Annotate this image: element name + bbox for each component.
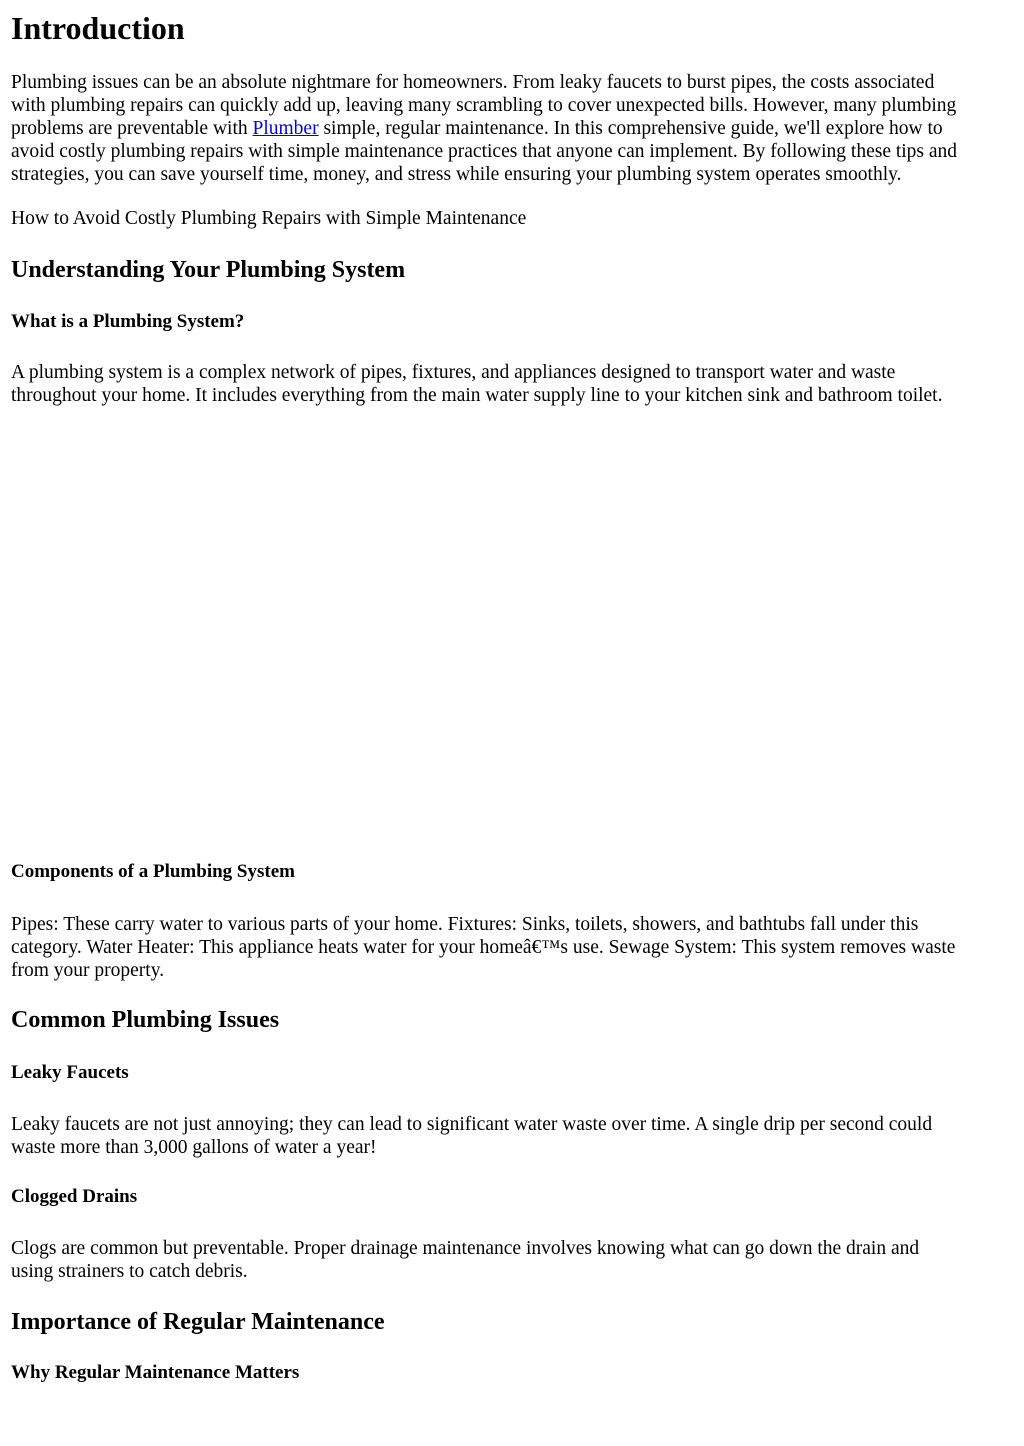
article-subtitle [11, 207, 1015, 230]
page-title: Introduction [11, 10, 185, 46]
components-paragraph [11, 913, 1015, 982]
subheading-components: Components of a Plumbing System [11, 861, 295, 882]
text-fragment: simple, regular maintenance. In this comprehensive guide, we'll explore how to [318, 118, 943, 139]
text-line: Leaky faucets are not just annoying; they can lead to significant water waste over time. A single drip per second could [11, 1114, 933, 1135]
plumber-link[interactable]: Plumber [252, 118, 319, 139]
subheading-clogged-drains: Clogged Drains [11, 1186, 138, 1207]
leaky-faucets-paragraph [11, 1113, 1015, 1159]
subtitle-text: How to Avoid Costly Plumbing Repairs with Simple Maintenance [11, 208, 527, 229]
subheading-what-is: What is a Plumbing System? [11, 311, 245, 332]
image-placeholder [11, 420, 1015, 840]
text-line: avoid costly plumbing repairs with simple maintenance practices that anyone can implement. By following these tips and [11, 141, 958, 162]
text-line: category. Water Heater: This appliance heats water for your homeâ€™s use. Sewage System: This system removes waste [11, 937, 956, 958]
text-line: strategies, you can save yourself time, money, and stress while ensuring your plumbing system operates smoothly. [11, 164, 902, 185]
text-line: Plumbing issues can be an absolute nightmare for homeowners. From leaky faucets to burst pipes, the costs associated [11, 72, 935, 93]
text-line: throughout your home. It includes everything from the main water supply line to your kitchen sink and bathroom toilet. [11, 385, 943, 406]
section-heading-common-issues: Common Plumbing Issues [11, 1007, 280, 1033]
text-line: from your property. [11, 960, 165, 981]
text-line: Clogs are common but preventable. Proper drainage maintenance involves knowing what can go down the drain and [11, 1238, 920, 1259]
clogged-drains-paragraph [11, 1237, 1015, 1283]
section-heading-maintenance: Importance of Regular Maintenance [11, 1309, 385, 1335]
what-is-paragraph [11, 361, 1015, 407]
text-line: using strainers to catch debris. [11, 1261, 248, 1282]
text-line: waste more than 3,000 gallons of water a year! [11, 1137, 377, 1158]
text-line [11, 117, 1015, 140]
text-line: A plumbing system is a complex network of pipes, fixtures, and appliances designed to transport water and waste [11, 362, 896, 383]
text-line: with plumbing repairs can quickly add up, leaving many scrambling to cover unexpected bills. However, many plumbing [11, 95, 957, 116]
section-heading-understanding: Understanding Your Plumbing System [11, 257, 406, 283]
subheading-leaky-faucets: Leaky Faucets [11, 1062, 129, 1083]
text-fragment: problems are preventable with [11, 118, 253, 139]
text-line: Pipes: These carry water to various parts of your home. Fixtures: Sinks, toilets, showers, and bathtubs fall under this [11, 914, 919, 935]
subheading-why-maintenance: Why Regular Maintenance Matters [11, 1362, 300, 1383]
intro-paragraph [11, 71, 1015, 186]
